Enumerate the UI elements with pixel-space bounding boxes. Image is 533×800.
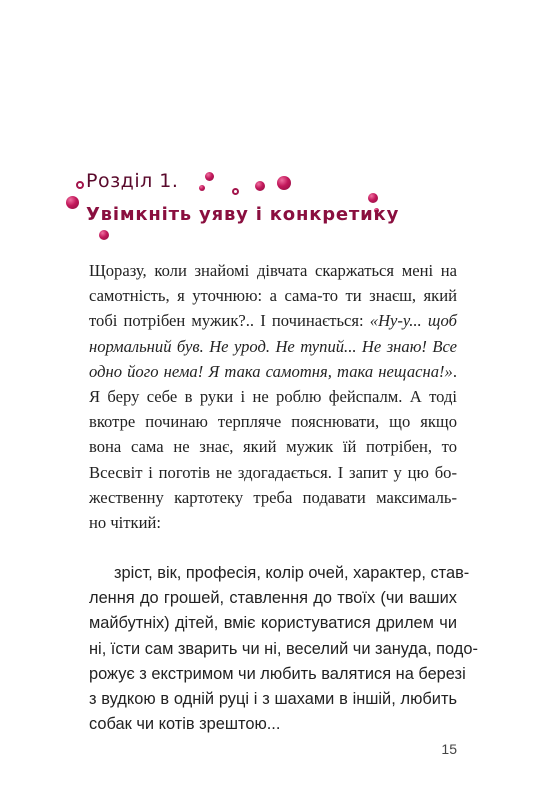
decorative-berry-dot bbox=[277, 176, 291, 190]
decorative-berry-dot bbox=[199, 185, 205, 191]
body-line: но чіткий: bbox=[89, 513, 161, 533]
quote-period: . bbox=[452, 361, 457, 381]
quote-start: «Ну-у... щоб bbox=[369, 311, 457, 331]
chapter-label: Розділ 1. bbox=[86, 170, 179, 192]
criteria-line: з вудкою в одній руці і з шахами в іншій, любить bbox=[89, 690, 457, 709]
body-line: Я беру себе в руки і не роблю фейспалм. А тоді bbox=[89, 387, 457, 407]
criteria-paragraph bbox=[89, 561, 478, 737]
body-line: Всесвіт і поготів не здогадається. І запит у цю бо- bbox=[89, 462, 457, 482]
criteria-line: зріст, вік, професія, колір очей, характер, став- bbox=[114, 564, 470, 582]
body-line: самотність, я уточнюю: а сама-то ти знаєш, який bbox=[89, 286, 457, 306]
body-paragraph bbox=[89, 258, 457, 535]
decorative-ring-dot bbox=[232, 188, 239, 195]
quote-end: одно його нема! Я така самотня, така нещасна!» bbox=[89, 361, 453, 381]
decorative-berry-dot bbox=[255, 181, 265, 191]
body-line: Щоразу, коли знайомі дівчата скаржаться мені на bbox=[89, 261, 457, 280]
criteria-line: майбутніх) дітей, вміє користуватися дрилем чи bbox=[89, 614, 457, 633]
decorative-ring-dot bbox=[76, 181, 84, 189]
body-line bbox=[89, 359, 457, 384]
criteria-line: ні, їсти сам зварить чи ні, веселий чи зануда, подо- bbox=[89, 639, 478, 658]
body-line: вкотре починаю терпляче пояснювати, що якщо bbox=[89, 412, 457, 432]
criteria-line: рожує з екстримом чи любить валятися на березі bbox=[89, 664, 466, 683]
decorative-berry-dot bbox=[368, 193, 378, 203]
decorative-berry-dot bbox=[99, 230, 109, 240]
criteria-line: собак чи котів зрештою... bbox=[89, 715, 281, 734]
body-line: вона сама не знає, який мужик їй потрібен, то bbox=[89, 437, 457, 457]
decorative-berry-dot bbox=[205, 172, 214, 181]
criteria-line: лення до грошей, ставлення до твоїх (чи ваших bbox=[89, 589, 457, 608]
body-line: жественну картотеку треба подавати максималь- bbox=[89, 487, 457, 507]
page-number: 15 bbox=[441, 741, 457, 757]
chapter-title: Увімкніть уяву і конкретику bbox=[86, 204, 400, 225]
decorative-berry-dot bbox=[66, 196, 79, 209]
body-line bbox=[89, 308, 457, 333]
body-line-text: тобі потрібен мужик?.. І починається: bbox=[89, 311, 370, 331]
body-line-quote: нормальний був. Не урод. Не тупий... Не знаю! Все bbox=[89, 336, 457, 356]
